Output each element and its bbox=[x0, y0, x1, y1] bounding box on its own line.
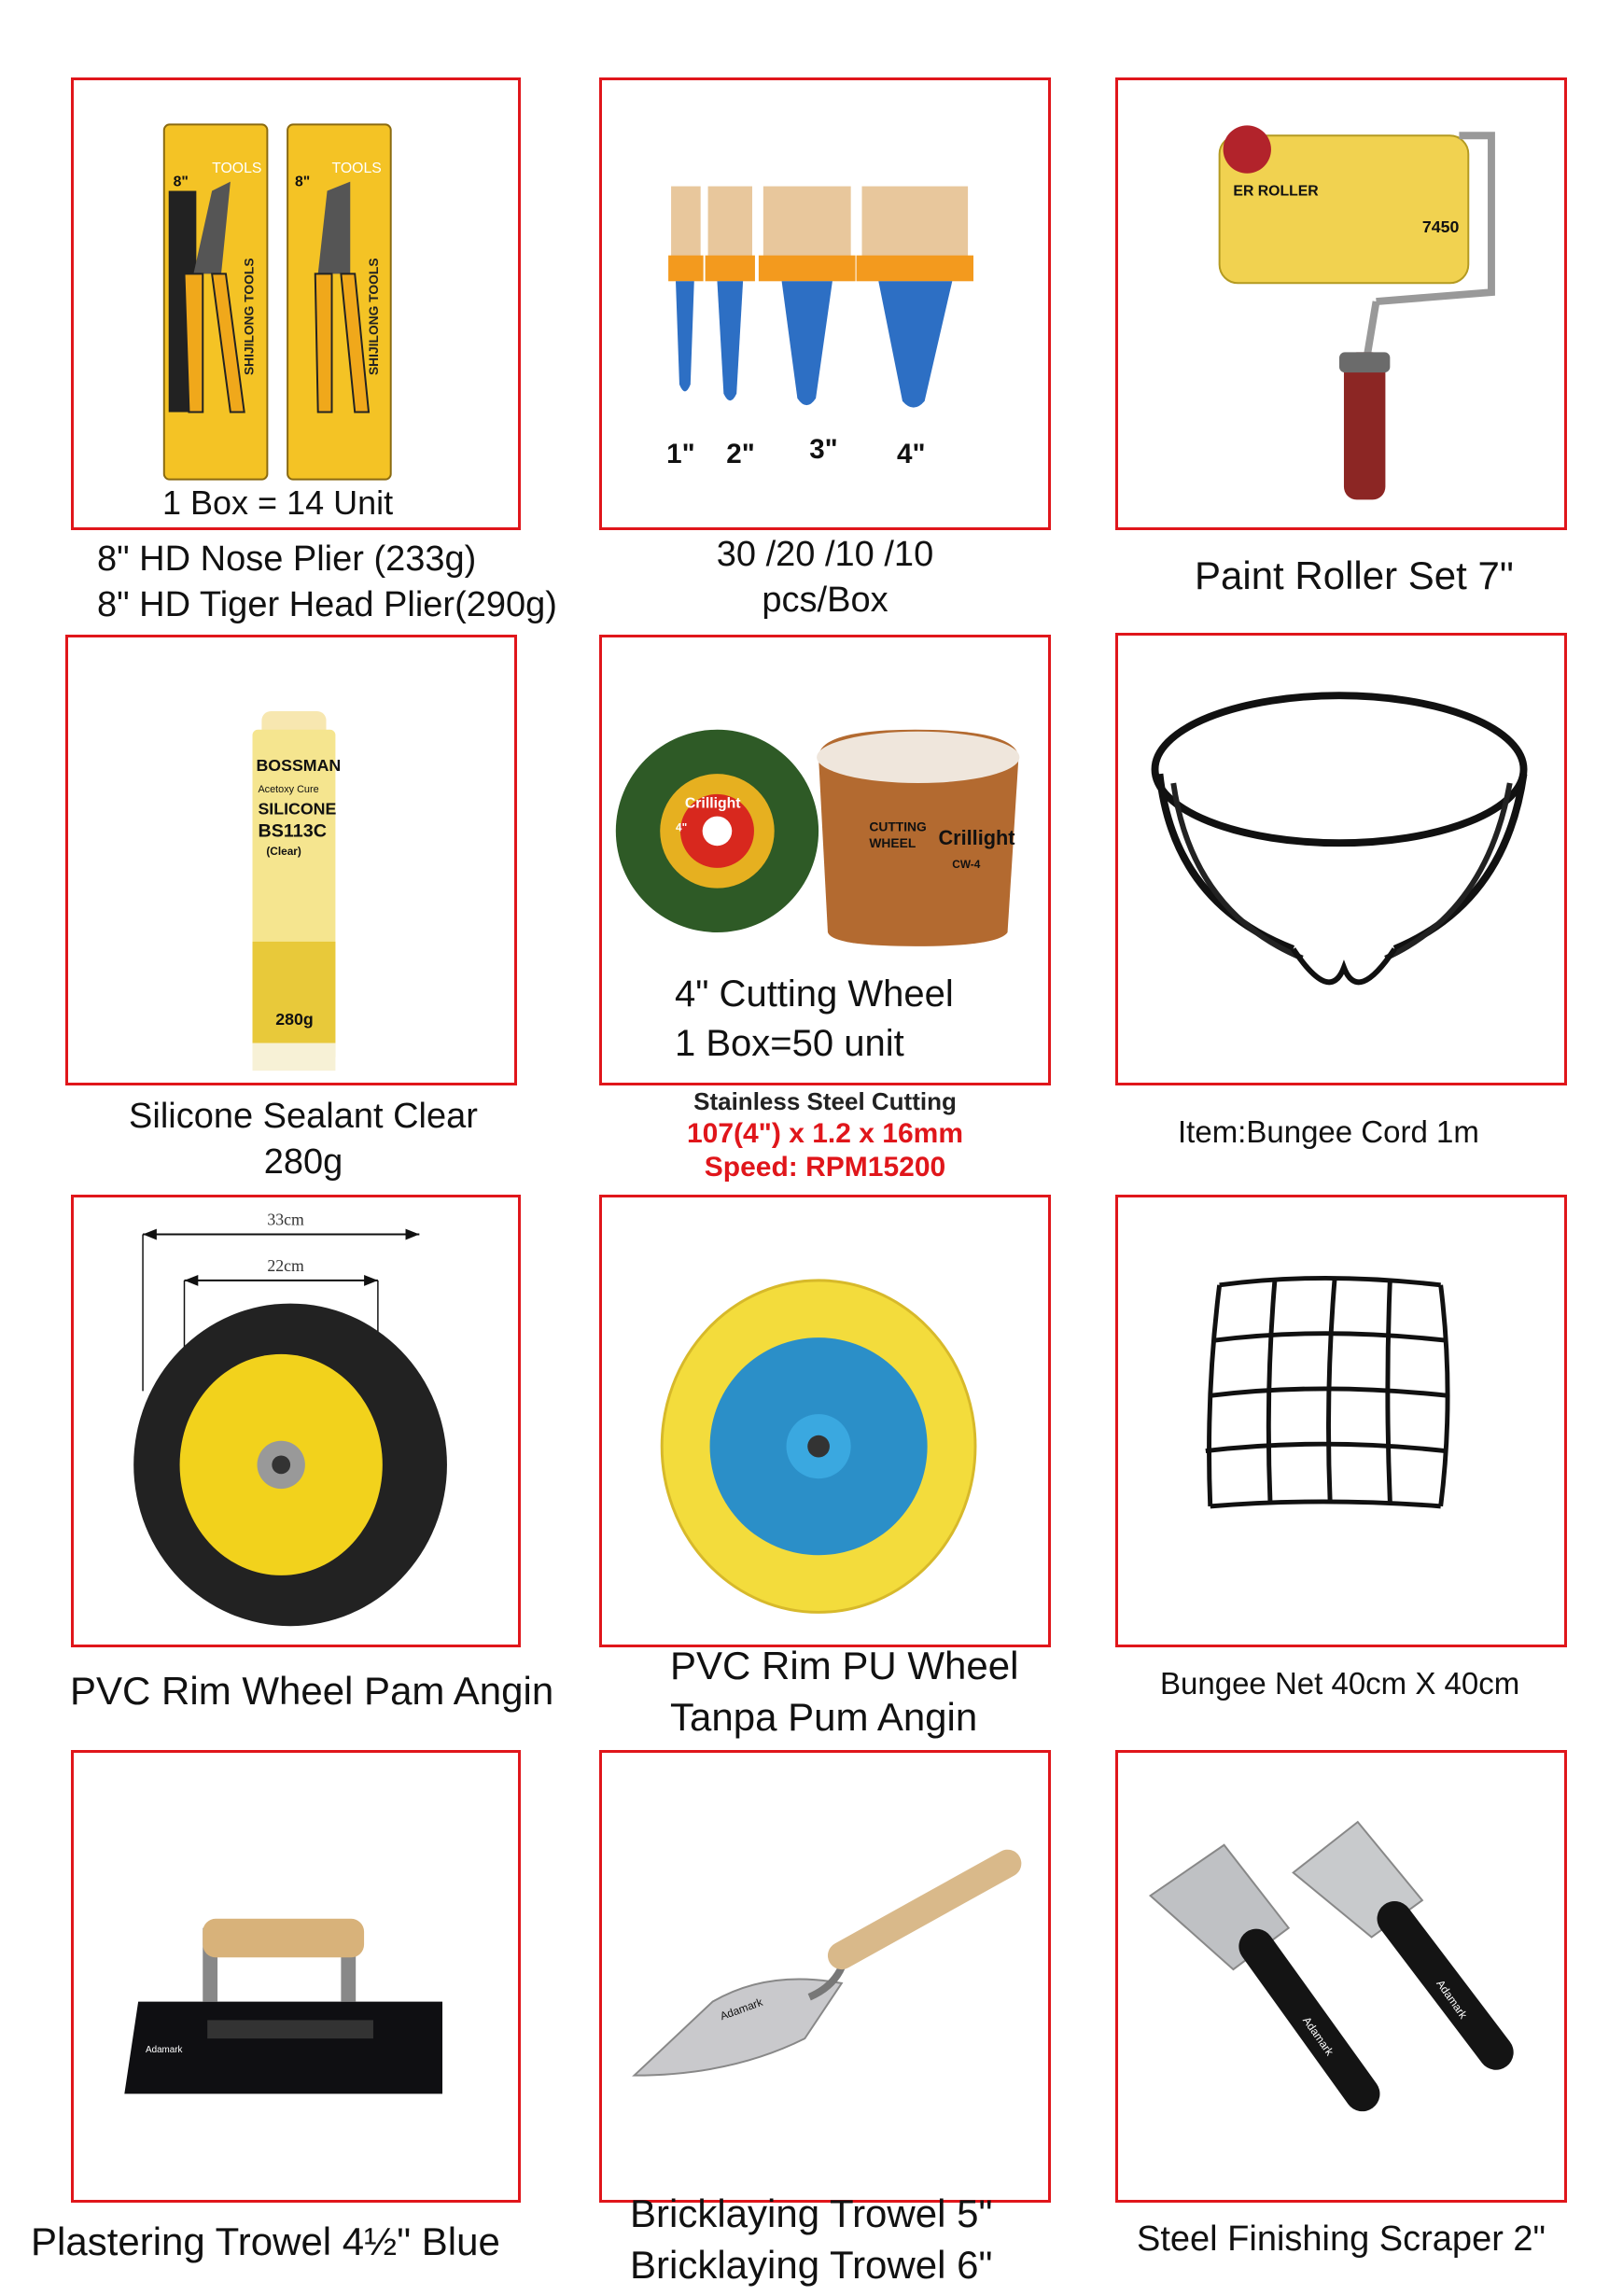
brush-size-4: 4" bbox=[897, 438, 926, 469]
brush-size-2: 2" bbox=[726, 438, 755, 469]
product-box-roller bbox=[1115, 77, 1567, 530]
product-box-cutting bbox=[599, 635, 1051, 1085]
pack2-tools: TOOLS bbox=[331, 160, 382, 176]
cutting-inbox-line1: 4" Cutting Wheel bbox=[675, 973, 954, 1015]
tub-brand: Crillight bbox=[938, 826, 1015, 850]
wheel-pam-caption bbox=[70, 1666, 553, 1717]
pliers-caption-line2: 8" HD Tiger Head Plier(290g) bbox=[97, 585, 557, 625]
scraper-image bbox=[1118, 1753, 1564, 2200]
dim-outer: 33cm bbox=[267, 1210, 304, 1229]
plaster-trowel-caption bbox=[31, 2217, 500, 2268]
cutting-spec bbox=[599, 1085, 1051, 1184]
dim-inner: 22cm bbox=[267, 1256, 304, 1276]
bungee-net-image bbox=[1118, 1197, 1564, 1645]
brush-size-1: 1" bbox=[666, 438, 695, 469]
bungee-net-caption bbox=[1160, 1664, 1519, 1704]
pack1-brand: SHIJILONG TOOLS bbox=[241, 258, 257, 376]
roller-pack-text: ER ROLLER bbox=[1233, 183, 1319, 200]
bungee-net-caption-line1: Bungee Net 40cm X 40cm bbox=[1160, 1666, 1520, 1701]
cutting-spec-line1: Stainless Steel Cutting bbox=[693, 1087, 957, 1115]
brush-size-3: 3" bbox=[809, 433, 838, 465]
wheel-pu-caption-line1: PVC Rim PU Wheel bbox=[670, 1644, 1019, 1687]
product-box-wheel-pu bbox=[599, 1195, 1051, 1647]
tub-model: CW-4 bbox=[952, 857, 981, 871]
brushes-caption-line1: 30 /20 /10 /10 bbox=[716, 535, 934, 574]
silicone-image bbox=[68, 637, 514, 1083]
pack1-size: 8" bbox=[173, 174, 189, 190]
disc-brand: Crillight bbox=[684, 795, 741, 812]
scraper-caption bbox=[1137, 2217, 1546, 2262]
product-box-wheel-pam bbox=[71, 1195, 521, 1647]
tub-label1: CUTTING bbox=[869, 819, 927, 834]
bungee-cord-caption bbox=[1178, 1113, 1479, 1153]
cutting-inbox-line2: 1 Box=50 unit bbox=[675, 1023, 904, 1064]
silicone-l4: BS113C bbox=[258, 820, 328, 842]
pack2-size: 8" bbox=[295, 174, 311, 190]
wheel-pu-caption-line2: Tanpa Pum Angin bbox=[670, 1694, 978, 1739]
pliers-inbox-label: 1 Box = 14 Unit bbox=[162, 483, 394, 522]
wheel-pam-caption-line1: PVC Rim Wheel Pam Angin bbox=[70, 1669, 554, 1713]
brick-trowel-image bbox=[602, 1753, 1048, 2200]
silicone-l3: SILICONE bbox=[258, 799, 337, 819]
scraper-brand-2: Adamark bbox=[1434, 1977, 1470, 2022]
pack2-brand: SHIJILONG TOOLS bbox=[365, 258, 381, 376]
silicone-weight: 280g bbox=[275, 1009, 314, 1029]
product-box-brushes bbox=[599, 77, 1051, 530]
pliers-caption bbox=[97, 537, 557, 629]
scraper-brand-1: Adamark bbox=[1300, 2014, 1336, 2058]
pliers-caption-line1: 8" HD Nose Plier (233g) bbox=[97, 539, 477, 579]
cutting-image bbox=[602, 637, 1048, 1083]
bungee-cord-image bbox=[1118, 636, 1564, 1083]
brick-trowel-caption-line2: Bricklaying Trowel 6" bbox=[630, 2242, 993, 2287]
brick-trowel-caption-line1: Bricklaying Trowel 5" bbox=[630, 2191, 993, 2235]
plaster-trowel-caption-line1: Plastering Trowel 4½" Blue bbox=[31, 2219, 500, 2263]
brick-trowel-caption bbox=[630, 2189, 992, 2290]
pack1-tools: TOOLS bbox=[212, 160, 262, 176]
silicone-l2: Acetoxy Cure bbox=[258, 783, 319, 795]
pliers-image bbox=[74, 80, 518, 527]
silicone-brand: BOSSMAN bbox=[256, 756, 342, 776]
roller-caption bbox=[1195, 551, 1514, 602]
plaster-trowel-brand: Adamark bbox=[146, 2044, 183, 2055]
roller-pack-num: 7450 bbox=[1421, 217, 1460, 236]
product-box-plaster-trowel bbox=[71, 1750, 521, 2203]
brushes-caption-line2: pcs/Box bbox=[762, 581, 888, 621]
product-box-pliers bbox=[71, 77, 521, 530]
wheel-pu-caption bbox=[670, 1641, 1018, 1743]
brick-trowel-brand: Adamark bbox=[718, 1995, 764, 2023]
silicone-l5: (Clear) bbox=[266, 845, 301, 859]
plaster-trowel-image bbox=[74, 1753, 518, 2200]
roller-image bbox=[1118, 80, 1564, 527]
tub-label2: WHEEL bbox=[869, 835, 916, 851]
bungee-cord-caption-line1: Item:Bungee Cord 1m bbox=[1178, 1114, 1479, 1149]
silicone-caption-line1: Silicone Sealant Clear bbox=[129, 1097, 478, 1136]
silicone-caption bbox=[65, 1094, 541, 1186]
product-box-bungee-net bbox=[1115, 1195, 1567, 1647]
roller-caption-line1: Paint Roller Set 7" bbox=[1195, 553, 1514, 597]
cutting-spec-line2: 107(4") x 1.2 x 16mm bbox=[686, 1118, 964, 1149]
product-box-scraper bbox=[1115, 1750, 1567, 2203]
scraper-caption-line1: Steel Finishing Scraper 2" bbox=[1137, 2219, 1546, 2259]
silicone-caption-line2: 280g bbox=[263, 1142, 343, 1183]
wheel-pu-image bbox=[602, 1197, 1048, 1645]
brushes-image bbox=[602, 80, 1048, 527]
wheel-pam-image bbox=[74, 1197, 518, 1645]
product-box-silicone bbox=[65, 635, 517, 1085]
cutting-spec-line3: Speed: RPM15200 bbox=[704, 1152, 946, 1183]
product-box-bungee-cord bbox=[1115, 633, 1567, 1085]
brushes-caption bbox=[599, 532, 1051, 624]
product-box-brick-trowel bbox=[599, 1750, 1051, 2203]
disc-size: 4" bbox=[676, 820, 688, 834]
